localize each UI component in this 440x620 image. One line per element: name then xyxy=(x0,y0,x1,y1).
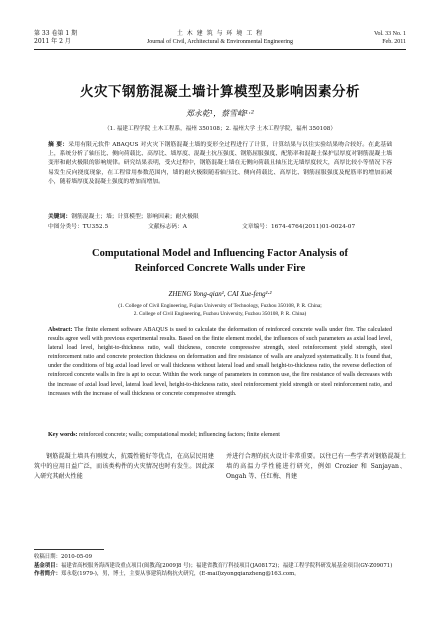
keywords-english xyxy=(48,431,392,440)
authors-chinese: 郑永乾¹，蔡雪峰¹·² xyxy=(185,109,255,118)
fund-text: 福建省高校服务海西建设重点项目(闽教高[2009]8 号)；福建省教育厅科技项目(JA08172)；福建工程学院科研发展基金项目(GY-Z09071) xyxy=(60,562,393,569)
clc-number: 中图分类号：TU352.5 xyxy=(48,224,109,230)
footnote-author xyxy=(34,570,406,579)
keywords-cn-text: 钢筋混凝土；墙；计算模型；影响因素；耐火极限 xyxy=(71,214,199,220)
keywords-chinese xyxy=(48,213,392,221)
footnote-received: 收稿日期：2010-05-09 xyxy=(34,554,93,560)
footnotes xyxy=(34,553,406,579)
footnote-fund xyxy=(34,562,406,571)
body-column-left: 钢筋混凝土墙具有刚度大，抗震性能好等优点，在高层民用建筑中的应用日益广泛，而该类构件的火灾情况也时有发生。因此深入研究其耐火性能 xyxy=(34,453,214,480)
header-right xyxy=(374,30,406,46)
header-journal-en: Journal of Civil, Architectural & Environmental Engineering xyxy=(146,39,294,45)
header-vol-en: Vol. 33 No. 1 xyxy=(373,31,406,37)
header-volume: 第 33 卷第 1 期 xyxy=(34,30,78,37)
running-header xyxy=(34,30,406,50)
abstract-cn-text: 采用有限元软件 ABAQUS 对火灾下钢筋混凝土墙的变形全过程进行了计算，计算结果与以往实验结果吻合较好。在此基础上，系统分析了轴压比、侧向荷载比、高厚比、墙厚度、混凝土抗压强度、钢筋屈服强度、配筋率和混凝土保护层厚度对钢筋混凝土墙变形和耐火极限的影响规律。研究结果表明，受火过程中，钢筋混凝土墙在无侧向荷载且轴压比无墙厚度较大，高厚比较小等情况下容易发生反向挠度现象，在工程常用参数范围内，墙的耐火极限随着轴压比、侧向荷载比、高厚比、钢筋屈服强度及配筋率的增加而减小，随着墙厚度及混凝土强度的增加而增加。 xyxy=(48,142,392,185)
keywords-cn-label: 关键词： xyxy=(48,214,72,220)
abstract-en-label: Abstract: xyxy=(48,327,73,333)
abstract-chinese xyxy=(48,141,392,187)
header-journal-cn: 土 木 建 筑 与 环 境 工 程 xyxy=(176,30,264,37)
classification-line xyxy=(48,223,392,231)
author-bio-text: 郑永乾(1979-)，男，博士，主要从事建筑结构抗火研究，(E-mail)zyongqianzheng@163.com。 xyxy=(60,571,300,578)
affiliation-en-line1: (1. College of Civil Engineering, Fujian University of Technology, Fuzhou 350108, P. R. China; xyxy=(118,303,322,309)
header-center xyxy=(104,30,336,46)
authors-english: ZHENG Yong-qian¹, CAI Xue-feng¹·² xyxy=(168,290,272,298)
article-number: 文章编号：1674-4764(2011)01-0024-07 xyxy=(242,224,356,230)
affiliation-chinese: （1. 福建工程学院 土木工程系，福州 350108；2. 福州大学 土木工程学院，福州 350108） xyxy=(104,126,336,132)
document-code: 文献标志码：A xyxy=(148,224,187,230)
fund-label: 基金项目： xyxy=(34,562,61,569)
header-rule xyxy=(34,49,406,50)
author-bio-label: 作者简介： xyxy=(34,571,61,578)
header-date: 2011 年 2 月 xyxy=(34,38,71,45)
affiliation-english xyxy=(40,302,400,318)
header-date-en: Feb. 2011 xyxy=(382,39,406,45)
title-en-line1: Computational Model and Influencing Factor Analysis of xyxy=(92,248,348,259)
keywords-en-text: reinforced concrete; walls; computational model; influencing factors; finite element xyxy=(79,432,280,438)
body-column-right: 并进行合理的抗火设计非常重要。以往已有一些学者对钢筋混凝土墙的高温力学性能进行研究，例如 Crozier 和 Sanjayan、Ongah 等、任红梅、肖建 xyxy=(226,453,406,480)
keywords-en-label: Key words: xyxy=(48,432,78,438)
abstract-en-text: The finite element software ABAQUS is used to calculate the deformation of reinforced concrete walls under fire. The calculated results agree well with previous experimental results. Based on the finite element model, the influences of such parameters as axial load level, lateral load level, height-to-thickness ratio, wall thickness, concrete compressive strength, steel reinforcement yield strength, steel reinforcement ratio and concrete protection thickness on deformation and fire resistance of walls are analyzed systematically. It is found that, under the conditions of big axial load level or wall thickness without lateral load and small height-to-thickness ratio, the reverse deflection of reinforced concrete walls in fire is apt to occur. Within the work range of parameters in common use, the fire resistance of walls decreases with the increase of axial load level, lateral load level, height-to-thickness ratio, steel reinforcement yield strength or steel reinforcement ratio, and increases with the increase of wall thickness or concrete compressive strength. xyxy=(48,327,392,397)
abstract-english xyxy=(48,326,392,399)
title-chinese: 火灾下钢筋混凝土墙计算模型及影响因素分析 xyxy=(80,84,360,100)
title-en-line2: Reinforced Concrete Walls under Fire xyxy=(134,263,306,274)
affiliation-en-line2: 2. College of Civil Engineering, Fuzhou University, Fuzhou 350108, P. R. China) xyxy=(133,311,307,317)
abstract-cn-label: 摘 要： xyxy=(48,142,69,148)
header-left xyxy=(34,30,77,46)
title-english xyxy=(34,246,406,276)
footnote-rule xyxy=(34,549,104,550)
